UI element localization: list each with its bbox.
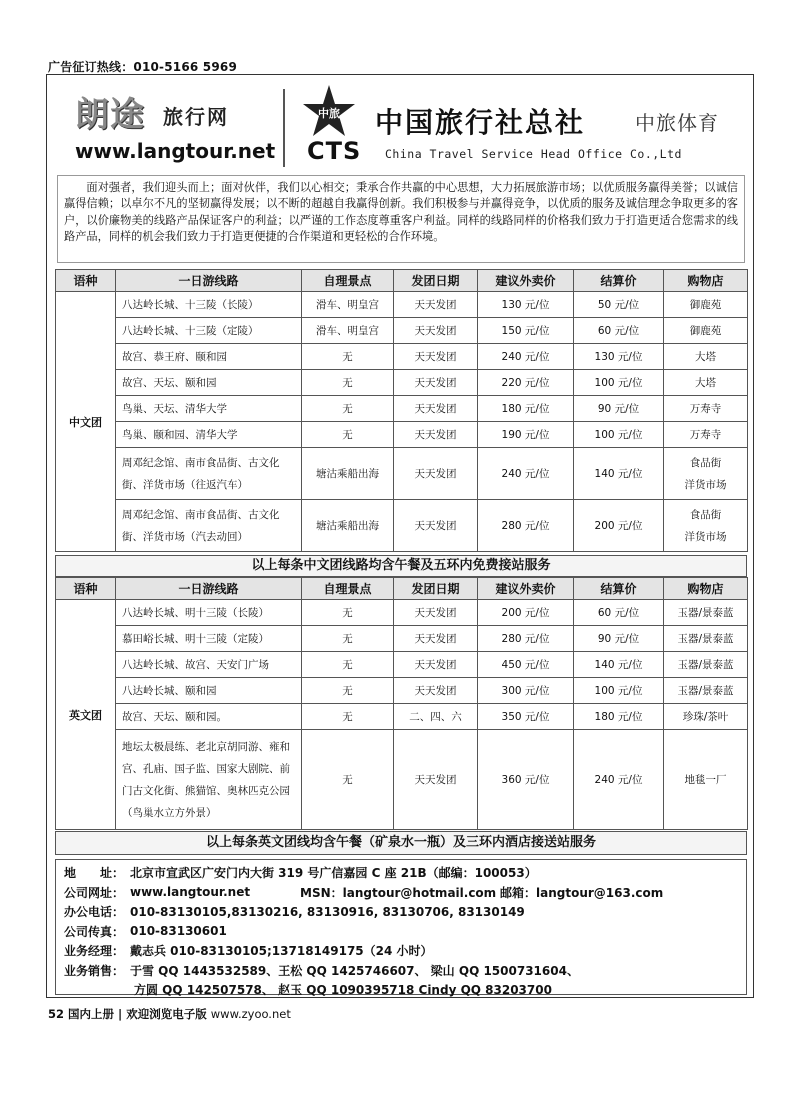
retail-price-cell: 240 元/位 — [478, 448, 574, 500]
retail-price-cell: 280 元/位 — [478, 626, 574, 652]
header-date: 发团日期 — [394, 578, 478, 600]
settle-price-cell: 90 元/位 — [574, 626, 664, 652]
manager-value: 戴志兵 010-83130105;13718149175（24 小时） — [130, 944, 433, 959]
date-cell: 天天发团 — [394, 292, 478, 318]
english-summary: 以上每条英文团线均含午餐（矿泉水一瓶）及三环内酒店接送站服务 — [55, 831, 747, 855]
settle-price-cell: 200 元/位 — [574, 500, 664, 552]
settle-price-cell: 50 元/位 — [574, 292, 664, 318]
cts-chinese-name: 中国旅行社总社 — [375, 106, 586, 139]
date-cell: 天天发团 — [394, 344, 478, 370]
shop-cell: 玉器/景泰蓝 — [664, 652, 748, 678]
retail-price-cell: 150 元/位 — [478, 318, 574, 344]
manager-label: 业务经理： — [64, 944, 125, 959]
table-row — [56, 370, 748, 396]
retail-price-cell: 300 元/位 — [478, 678, 574, 704]
shop-cell: 玉器/景泰蓝 — [664, 600, 748, 626]
date-cell: 天天发团 — [394, 678, 478, 704]
extra-cell: 塘沽乘船出海 — [302, 448, 394, 500]
extra-cell: 滑车、明皇宫 — [302, 318, 394, 344]
retail-price-cell: 360 元/位 — [478, 730, 574, 830]
table-row — [56, 318, 748, 344]
cts-mark: CTS — [307, 137, 362, 165]
phone-row — [64, 902, 738, 922]
header-shop: 购物店 — [664, 578, 748, 600]
sales-line-1: 于雪 QQ 1443532589、王松 QQ 1425746607、 梁山 QQ 1500731604、 — [130, 963, 579, 978]
date-cell: 天天发团 — [394, 626, 478, 652]
category-cell: 中文团 — [56, 292, 116, 552]
settle-price-cell: 140 元/位 — [574, 652, 664, 678]
extra-cell: 无 — [302, 626, 394, 652]
address-row — [64, 863, 738, 883]
extra-cell: 无 — [302, 344, 394, 370]
retail-price-cell: 200 元/位 — [478, 600, 574, 626]
retail-price-cell: 350 元/位 — [478, 704, 574, 730]
route-cell: 八达岭长城、明十三陵（长陵） — [116, 600, 302, 626]
sales-row — [64, 961, 738, 981]
shop-cell: 大塔 — [664, 344, 748, 370]
langtour-logo-chars: 朗途 — [75, 95, 145, 135]
date-cell: 二、四、六 — [394, 704, 478, 730]
footer-url[interactable]: www.zyoo.net — [210, 1007, 291, 1021]
shop-cell: 玉器/景泰蓝 — [664, 626, 748, 652]
header-extra: 自理景点 — [302, 270, 394, 292]
shop-cell: 玉器/景泰蓝 — [664, 678, 748, 704]
fax-row — [64, 922, 738, 942]
settle-price-cell: 60 元/位 — [574, 600, 664, 626]
phone-value: 010-83130105,83130216, 83130916, 83130706, 83130149 — [130, 904, 525, 919]
table-row — [56, 600, 748, 626]
settle-price-cell: 100 元/位 — [574, 370, 664, 396]
route-cell: 八达岭长城、十三陵（定陵） — [116, 318, 302, 344]
retail-price-cell: 280 元/位 — [478, 500, 574, 552]
header-extra: 自理景点 — [302, 578, 394, 600]
ad-frame — [46, 74, 754, 998]
fax-label: 公司传真： — [64, 924, 125, 939]
langtour-url[interactable]: www.langtour.net — [75, 139, 276, 163]
header-shop: 购物店 — [664, 270, 748, 292]
route-cell: 八达岭长城、故宫、天安门广场 — [116, 652, 302, 678]
sales-label: 业务销售： — [64, 963, 125, 978]
logo-divider — [283, 89, 285, 167]
extra-cell: 无 — [302, 396, 394, 422]
settle-price-cell: 100 元/位 — [574, 422, 664, 448]
extra-cell: 无 — [302, 678, 394, 704]
table-row — [56, 678, 748, 704]
route-cell: 故宫、天坛、颐和园。 — [116, 704, 302, 730]
date-cell: 天天发团 — [394, 448, 478, 500]
phone-label: 办公电话： — [64, 905, 125, 920]
retail-price-cell: 190 元/位 — [478, 422, 574, 448]
settle-price-cell: 180 元/位 — [574, 704, 664, 730]
intro-paragraph: 面对强者，我们迎头而上；面对伙伴，我们以心相交；秉承合作共赢的中心思想，大力拓展旅游市场；以优质服务赢得美誉；以诚信赢得信赖；以卓尔不凡的坚韧赢得发展；以不断的超越自我赢得创新。我们积极参与并赢得竞争，以优质的服务及诚信理念争取更多的客户，以价廉物美的线路产品保证客户的利益；以严谨的工作态度尊重客户利益。同样的线路同样的价格我们致力于打造更适合您需求的线路产品，同样的机会我们致力于打造更便捷的合作渠道和更轻松的合作环境。 — [57, 175, 745, 263]
extra-cell: 塘沽乘船出海 — [302, 500, 394, 552]
route-cell: 周邓纪念馆、南市食品街、古文化街、洋货市场（汽去动回） — [116, 500, 302, 552]
date-cell: 天天发团 — [394, 600, 478, 626]
date-cell: 天天发团 — [394, 500, 478, 552]
shop-cell: 万寿寺 — [664, 422, 748, 448]
address-value: 北京市宣武区广安门内大街 319 号广信嘉园 C 座 21B（邮编：100053） — [130, 866, 537, 881]
table-row — [56, 704, 748, 730]
web-label: 公司网址： — [64, 885, 125, 900]
retail-price-cell: 450 元/位 — [478, 652, 574, 678]
settle-price-cell: 130 元/位 — [574, 344, 664, 370]
langtour-logo[interactable] — [75, 87, 275, 171]
footer-separator: | — [118, 1007, 123, 1021]
date-cell: 天天发团 — [394, 318, 478, 344]
table-header-row — [56, 578, 748, 600]
extra-cell: 滑车、明皇宫 — [302, 292, 394, 318]
route-cell: 周邓纪念馆、南市食品街、古文化街、洋货市场（往返汽车） — [116, 448, 302, 500]
extra-cell: 无 — [302, 652, 394, 678]
table-row — [56, 344, 748, 370]
header-retail: 建议外卖价 — [478, 578, 574, 600]
extra-cell: 无 — [302, 370, 394, 396]
header-banner — [55, 81, 745, 177]
shop-cell: 御鹿苑 — [664, 292, 748, 318]
footer-promo: 欢迎浏览电子版 — [126, 1007, 207, 1021]
settle-price-cell: 140 元/位 — [574, 448, 664, 500]
route-cell: 地坛太极晨练、老北京胡同游、雍和宫、孔庙、国子监、国家大剧院、前门古文化街、熊猫馆、奥林匹克公园（鸟巢水立方外景） — [116, 730, 302, 830]
header-settle: 结算价 — [574, 578, 664, 600]
shop-cell: 食品街 洋货市场 — [664, 500, 748, 552]
table-row — [56, 448, 748, 500]
settle-price-cell: 90 元/位 — [574, 396, 664, 422]
settle-price-cell: 240 元/位 — [574, 730, 664, 830]
shop-cell: 大塔 — [664, 370, 748, 396]
page-footer — [48, 1006, 291, 1022]
cts-star-icon — [301, 83, 357, 139]
sales-line-2: 方圆 QQ 142507578、 赵玉 QQ 1090395718 Cindy QQ 83203700 — [134, 983, 552, 998]
settle-price-cell: 60 元/位 — [574, 318, 664, 344]
chinese-summary: 以上每条中文团线路均含午餐及五环内免费接站服务 — [55, 555, 747, 577]
page-number: 52 — [48, 1007, 65, 1021]
extra-cell: 无 — [302, 422, 394, 448]
shop-cell: 珍珠/茶叶 — [664, 704, 748, 730]
table-row — [56, 652, 748, 678]
date-cell: 天天发团 — [394, 370, 478, 396]
shop-cell: 御鹿苑 — [664, 318, 748, 344]
header-retail: 建议外卖价 — [478, 270, 574, 292]
table-row — [56, 422, 748, 448]
langtour-logo-sub: 旅行网 — [163, 105, 229, 129]
table-row — [56, 626, 748, 652]
email-contact[interactable]: 邮箱：langtour@163.com — [500, 885, 664, 900]
table-row — [56, 500, 748, 552]
cts-sports-label: 中旅体育 — [635, 111, 719, 135]
web-link[interactable]: www.langtour.net — [130, 885, 251, 900]
chinese-route-table — [55, 269, 748, 552]
route-cell: 鸟巢、颐和园、清华大学 — [116, 422, 302, 448]
msn-contact[interactable]: MSN：langtour@hotmail.com — [300, 885, 497, 900]
contact-info — [55, 859, 747, 998]
retail-price-cell: 220 元/位 — [478, 370, 574, 396]
header-route: 一日游线路 — [116, 270, 302, 292]
category-cell: 英文团 — [56, 600, 116, 830]
fax-value: 010-83130601 — [130, 924, 227, 939]
header-date: 发团日期 — [394, 270, 478, 292]
retail-price-cell: 130 元/位 — [478, 292, 574, 318]
table-header-row — [56, 270, 748, 292]
web-row — [64, 883, 738, 903]
settle-price-cell: 100 元/位 — [574, 678, 664, 704]
date-cell: 天天发团 — [394, 730, 478, 830]
route-cell: 八达岭长城、十三陵（长陵） — [116, 292, 302, 318]
table-row — [56, 730, 748, 830]
retail-price-cell: 240 元/位 — [478, 344, 574, 370]
shop-cell: 地毯一厂 — [664, 730, 748, 830]
date-cell: 天天发团 — [394, 396, 478, 422]
header-route: 一日游线路 — [116, 578, 302, 600]
english-route-table — [55, 577, 748, 830]
route-cell: 故宫、天坛、颐和园 — [116, 370, 302, 396]
route-cell: 鸟巢、天坛、清华大学 — [116, 396, 302, 422]
extra-cell: 无 — [302, 600, 394, 626]
table-row — [56, 292, 748, 318]
route-cell: 故宫、恭王府、颐和园 — [116, 344, 302, 370]
cts-english-name: China Travel Service Head Office Co.,Ltd — [385, 147, 682, 161]
route-cell: 慕田峪长城、明十三陵（定陵） — [116, 626, 302, 652]
shop-cell: 万寿寺 — [664, 396, 748, 422]
address-label: 地 址： — [64, 866, 125, 881]
ad-hotline: 广告征订热线：010-5166 5969 — [48, 60, 238, 74]
date-cell: 天天发团 — [394, 422, 478, 448]
extra-cell: 无 — [302, 704, 394, 730]
retail-price-cell: 180 元/位 — [478, 396, 574, 422]
header-language: 语种 — [56, 270, 116, 292]
route-cell: 八达岭长城、颐和园 — [116, 678, 302, 704]
cts-star-label: 中旅 — [318, 107, 340, 120]
date-cell: 天天发团 — [394, 652, 478, 678]
shop-cell: 食品街 洋货市场 — [664, 448, 748, 500]
header-settle: 结算价 — [574, 270, 664, 292]
header-language: 语种 — [56, 578, 116, 600]
section-name: 国内上册 — [68, 1007, 115, 1021]
manager-row — [64, 941, 738, 961]
sales-row-2 — [64, 980, 738, 1000]
table-row — [56, 396, 748, 422]
extra-cell: 无 — [302, 730, 394, 830]
